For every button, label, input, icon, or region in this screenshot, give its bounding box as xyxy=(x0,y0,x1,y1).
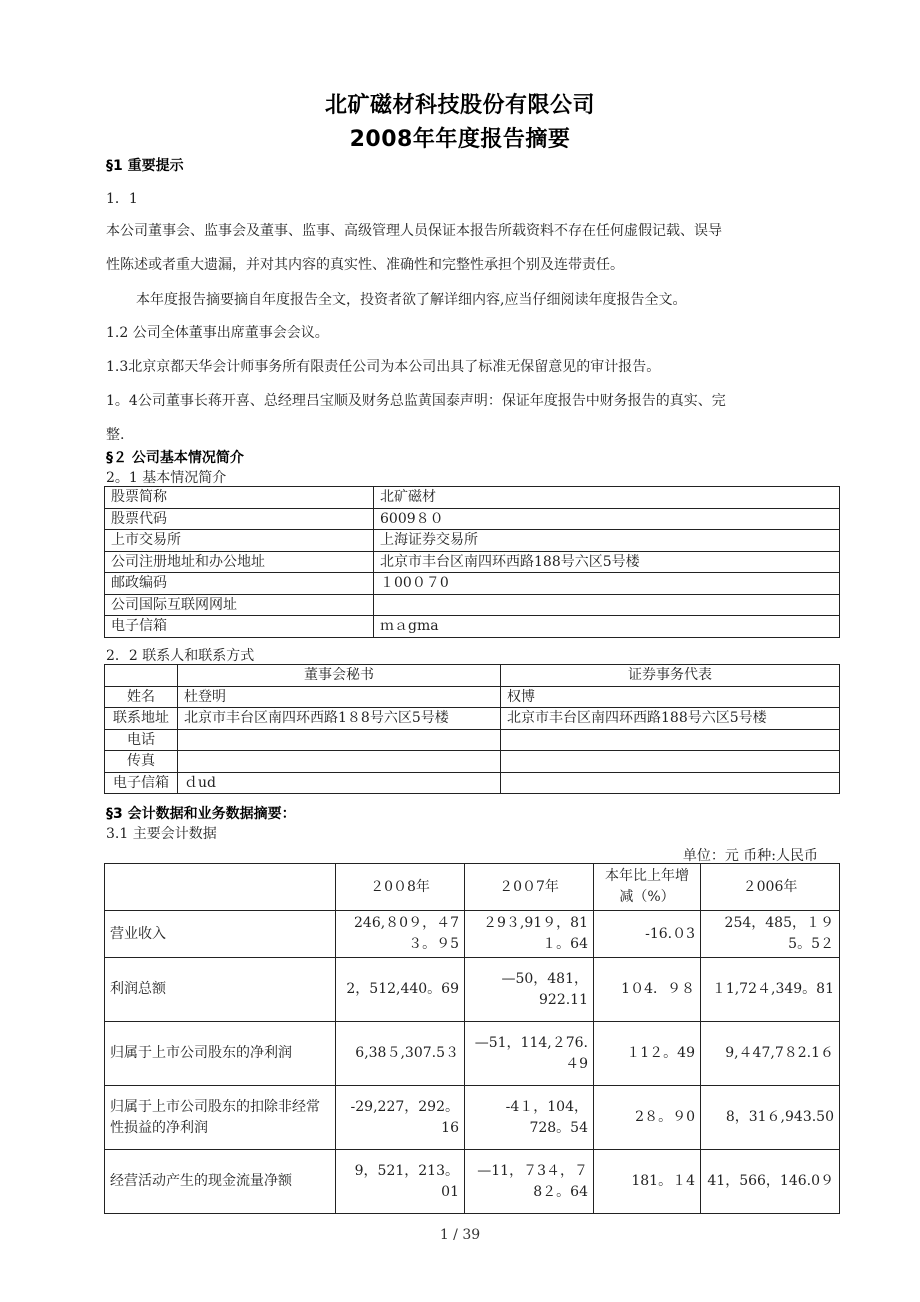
basic-info-value xyxy=(374,594,840,616)
representative-value: 北京市丰台区南四环西路188号六区5号楼 xyxy=(501,708,840,730)
unit-currency-note: 单位：元 币种:人民币 xyxy=(682,848,818,864)
basic-info-label: 电子信箱 xyxy=(105,616,374,638)
value-change: 2８。９0 xyxy=(594,1086,701,1150)
secretary-value: 北京市丰台区南四环西路1８8号六区5号楼 xyxy=(178,708,501,730)
table-row xyxy=(105,508,840,530)
report-title: 2008年年度报告摘要 xyxy=(349,127,571,152)
contact-label: 传真 xyxy=(105,751,178,773)
contact-table xyxy=(104,664,840,794)
value-2006: 41，566，146.0９ xyxy=(701,1150,840,1214)
contact-header-secretary: 董事会秘书 xyxy=(178,665,501,687)
table-row xyxy=(105,729,840,751)
basic-info-label: 邮政编码 xyxy=(105,573,374,595)
basic-info-value: 北京市丰台区南四环西路188号六区5号楼 xyxy=(374,551,840,573)
table-row xyxy=(105,594,840,616)
accounting-data-table xyxy=(104,863,840,1214)
row-item: 归属于上市公司股东的扣除非经常性损益的净利润 xyxy=(105,1086,336,1150)
secretary-value: 杜登明 xyxy=(178,686,501,708)
basic-info-value: 6009８０ xyxy=(374,508,840,530)
value-2008: 246,８0９，４7３。９5 xyxy=(336,911,465,958)
section3-heading: §3 会计数据和业务数据摘要： xyxy=(106,806,296,822)
section2-heading: §２ 公司基本情况简介 xyxy=(106,450,244,466)
contact-label: 电话 xyxy=(105,729,178,751)
basic-info-value: ｍａgma xyxy=(374,616,840,638)
table-row xyxy=(105,530,840,552)
representative-value xyxy=(501,772,840,794)
table-row xyxy=(105,616,840,638)
table-row xyxy=(105,573,840,595)
representative-value: 权博 xyxy=(501,686,840,708)
item-1-1-label: 1．1 xyxy=(106,191,138,207)
value-change: １1２。49 xyxy=(594,1022,701,1086)
table-header-row xyxy=(105,665,840,687)
header-2006: ２006年 xyxy=(701,864,840,911)
value-2008: 9，521，213。01 xyxy=(336,1150,465,1214)
table-row xyxy=(105,958,840,1022)
page-number: 1 / 39 xyxy=(439,1227,481,1243)
secretary-value xyxy=(178,751,501,773)
value-2006: 8，31６,943.50 xyxy=(701,1086,840,1150)
contact-header-representative: 证券事务代表 xyxy=(501,665,840,687)
value-2006: １1,72４,349。81 xyxy=(701,958,840,1022)
basic-info-value: 上海证券交易所 xyxy=(374,530,840,552)
value-change: 1０4．９８ xyxy=(594,958,701,1022)
table-row xyxy=(105,911,840,958)
basic-info-label: 股票简称 xyxy=(105,487,374,509)
item-1-4-line-2: 整. xyxy=(106,427,125,443)
basic-info-label: 上市交易所 xyxy=(105,530,374,552)
header-item xyxy=(105,864,336,911)
value-2007: —50，481，922.11 xyxy=(465,958,594,1022)
value-change: 181。１4 xyxy=(594,1150,701,1214)
basic-info-label: 公司注册地址和办公地址 xyxy=(105,551,374,573)
row-item: 营业收入 xyxy=(105,911,336,958)
value-2007: -4１，104，728。54 xyxy=(465,1086,594,1150)
section3-sub1: 3.1 主要会计数据 xyxy=(106,826,217,842)
item-1-3: 1.3北京京都天华会计师事务所有限责任公司为本公司出具了标准无保留意见的审计报告。 xyxy=(106,359,661,375)
table-row xyxy=(105,551,840,573)
row-item: 归属于上市公司股东的净利润 xyxy=(105,1022,336,1086)
header-change: 本年比上年增减（%） xyxy=(594,864,701,911)
secretary-value: ｄud xyxy=(178,772,501,794)
basic-info-value: １00０７0 xyxy=(374,573,840,595)
header-2008: ２0０8年 xyxy=(336,864,465,911)
contact-header-blank xyxy=(105,665,178,687)
contact-label: 姓名 xyxy=(105,686,178,708)
table-row xyxy=(105,772,840,794)
basic-info-table xyxy=(104,486,840,638)
value-2008: 6,38５,307.5３ xyxy=(336,1022,465,1086)
item-1-2: 1.2 公司全体董事出席董事会会议。 xyxy=(106,325,329,341)
table-row xyxy=(105,1022,840,1086)
value-change: -16.０3 xyxy=(594,911,701,958)
value-2007: —51，114,２76.４9 xyxy=(465,1022,594,1086)
company-title: 北矿磁材科技股份有限公司 xyxy=(324,93,595,118)
row-item: 经营活动产生的现金流量净额 xyxy=(105,1150,336,1214)
row-item: 利润总额 xyxy=(105,958,336,1022)
item-1-4-line-1: 1。4公司董事长蒋开喜、总经理吕宝顺及财务总监黄国泰声明：保证年度报告中财务报告的真实、完 xyxy=(106,393,726,409)
secretary-value xyxy=(178,729,501,751)
representative-value xyxy=(501,751,840,773)
table-row xyxy=(105,487,840,509)
section1-heading: §1 重要提示 xyxy=(106,158,184,174)
table-row xyxy=(105,1150,840,1214)
value-2008: -29,227，292。16 xyxy=(336,1086,465,1150)
basic-info-label: 股票代码 xyxy=(105,508,374,530)
table-row xyxy=(105,708,840,730)
basic-info-value: 北矿磁材 xyxy=(374,487,840,509)
value-2006: 9,４47,7８2.1６ xyxy=(701,1022,840,1086)
table-row xyxy=(105,751,840,773)
section2-sub1: 2。1 基本情况简介 xyxy=(106,470,227,486)
table-row xyxy=(105,1086,840,1150)
table-header-row xyxy=(105,864,840,911)
paragraph-1-line-1: 本公司董事会、监事会及董事、监事、高级管理人员保证本报告所载资料不存在任何虚假记载、误导 xyxy=(106,223,722,239)
section2-sub2: 2．2 联系人和联系方式 xyxy=(106,648,255,664)
paragraph-1-line-2: 性陈述或者重大遗漏，并对其内容的真实性、准确性和完整性承担个别及连带责任。 xyxy=(106,257,624,273)
header-2007: ２0０7年 xyxy=(465,864,594,911)
value-2007: ２9３,91９，81１。64 xyxy=(465,911,594,958)
value-2008: 2，512,440。69 xyxy=(336,958,465,1022)
basic-info-label: 公司国际互联网网址 xyxy=(105,594,374,616)
representative-value xyxy=(501,729,840,751)
paragraph-2: 本年度报告摘要摘自年度报告全文，投资者欲了解详细内容,应当仔细阅读年度报告全文。 xyxy=(136,292,687,308)
contact-label: 联系地址 xyxy=(105,708,178,730)
contact-label: 电子信箱 xyxy=(105,772,178,794)
value-2006: 254，485，１９5。5２ xyxy=(701,911,840,958)
table-row xyxy=(105,686,840,708)
value-2007: —11，７3４，７8２。64 xyxy=(465,1150,594,1214)
